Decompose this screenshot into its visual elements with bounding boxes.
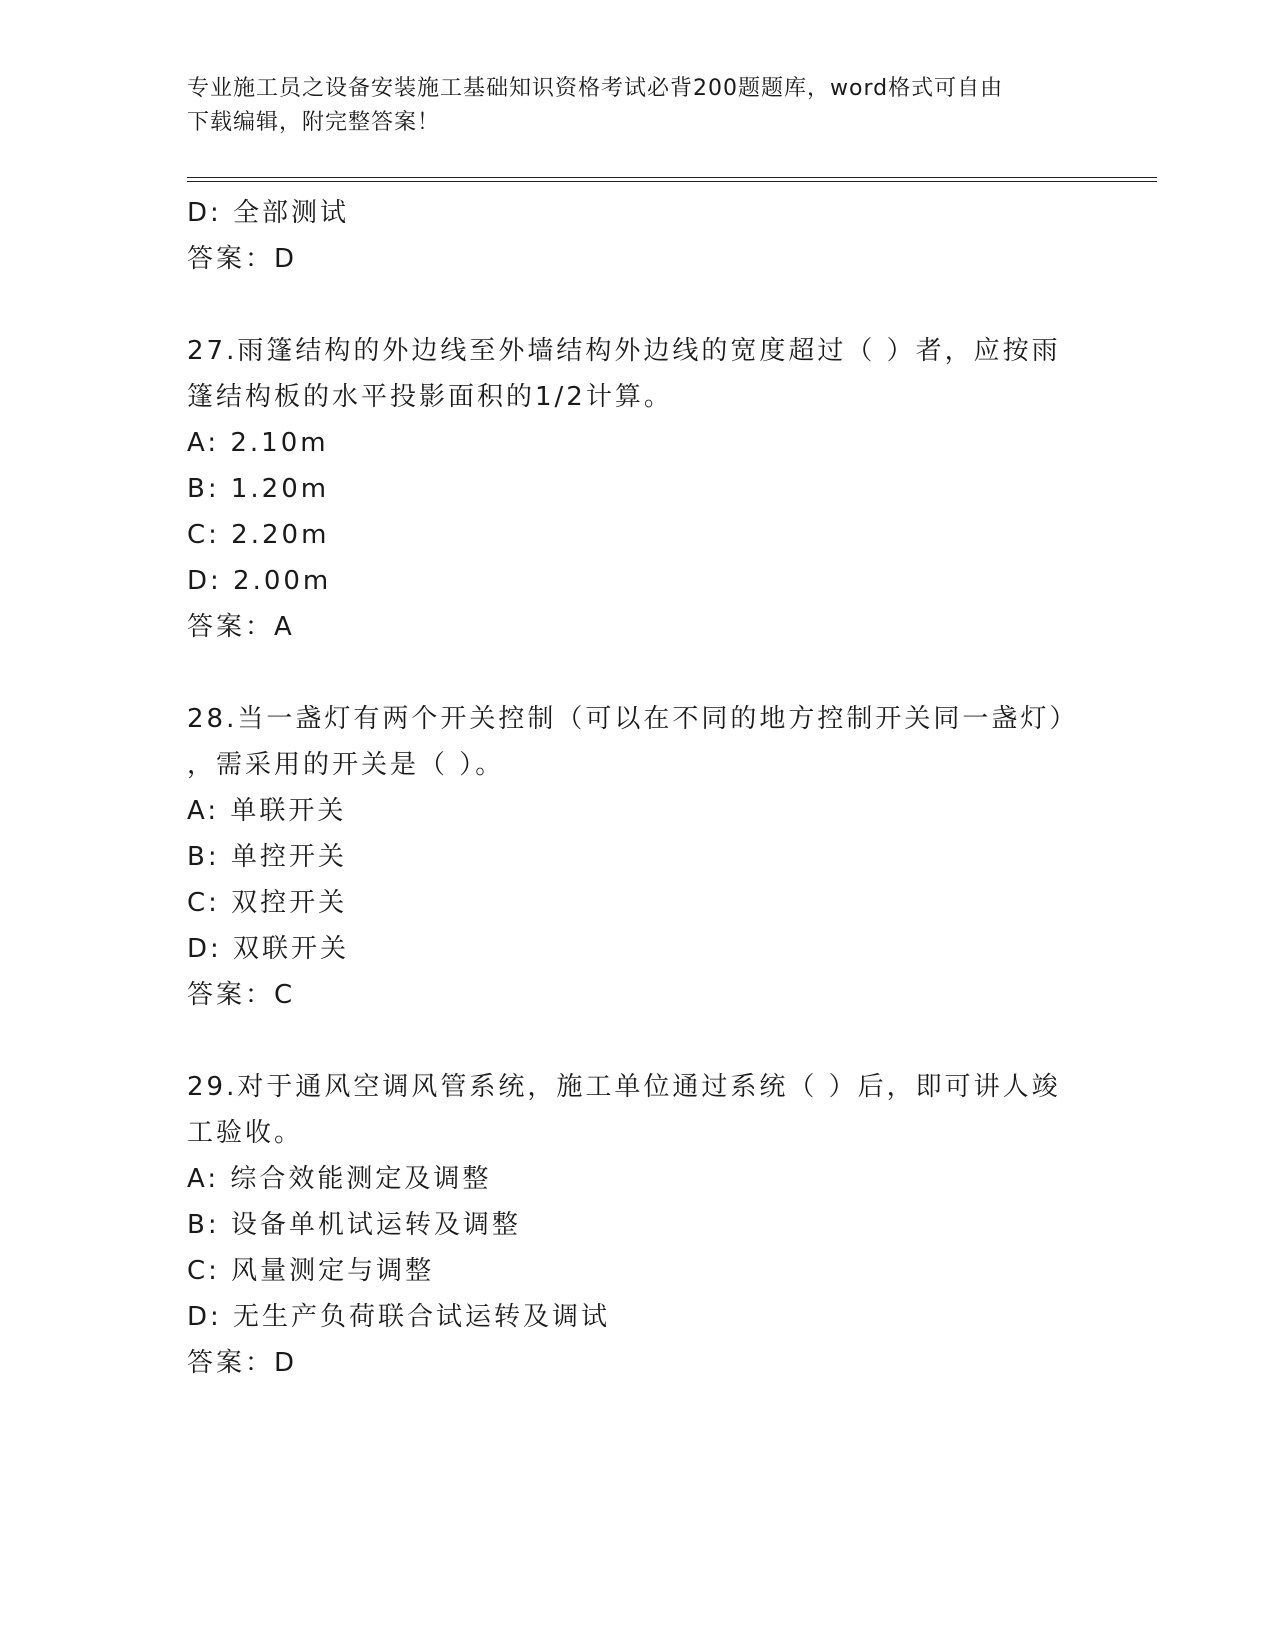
answer-line: 答案：D	[187, 244, 298, 274]
question-stem-line-2: 篷结构板的水平投影面积的1/2计算。	[187, 382, 673, 412]
option-b: B: 1.20m	[187, 474, 330, 504]
option-c: C: 2.20m	[187, 520, 330, 550]
question-stem-line-2: ，需采用的开关是（ ）。	[187, 750, 505, 780]
document-header	[187, 72, 1067, 140]
question-28	[187, 696, 1079, 1018]
spacer	[187, 1018, 1067, 1064]
option-a: A: 2.10m	[187, 428, 329, 458]
header-line-2: 下载编辑，附完整答案！	[187, 110, 441, 135]
answer-line: 答案：A	[187, 612, 295, 642]
option-c: C: 风量测定与调整	[187, 1256, 435, 1286]
answer-line: 答案：C	[187, 980, 296, 1010]
option-b: B: 设备单机试运转及调整	[187, 1210, 521, 1240]
option-d: D: 双联开关	[187, 934, 350, 964]
header-line-1: 专业施工员之设备安装施工基础知识资格考试必背200题题库，word格式可自由	[187, 76, 1004, 101]
question-stem-line-2: 工验收。	[187, 1118, 304, 1148]
question-content	[187, 190, 1079, 1386]
option-d: D: 2.00m	[187, 566, 332, 596]
previous-question-tail	[187, 190, 1067, 282]
question-29	[187, 1064, 1067, 1386]
question-stem-line-1: 29.对于通风空调风管系统，施工单位通过系统（ ）后，即可讲人竣	[187, 1072, 1061, 1102]
option-c: C: 双控开关	[187, 888, 348, 918]
option-b: B: 单控开关	[187, 842, 347, 872]
question-27	[187, 328, 1067, 650]
option-d: D: 无生产负荷联合试运转及调试	[187, 1302, 611, 1332]
question-stem-line-1: 28.当一盏灯有两个开关控制（可以在不同的地方控制开关同一盏灯）	[187, 704, 1079, 734]
option-a: A: 综合效能测定及调整	[187, 1164, 492, 1194]
option-d: D: 全部测试	[187, 198, 350, 228]
option-a: A: 单联开关	[187, 796, 347, 826]
spacer	[187, 282, 1067, 328]
question-stem-line-1: 27.雨篷结构的外边线至外墙结构外边线的宽度超过（ ）者，应按雨	[187, 336, 1061, 366]
spacer	[187, 650, 1067, 696]
header-divider	[187, 177, 1157, 182]
answer-line: 答案：D	[187, 1348, 298, 1378]
